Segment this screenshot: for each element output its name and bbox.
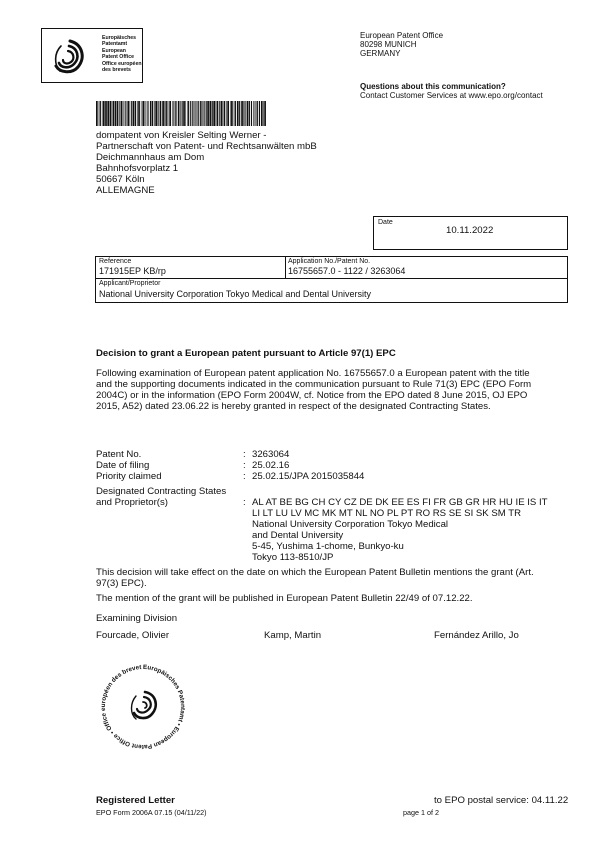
barcode-bar <box>119 101 120 126</box>
division-member: Fernández Arillo, Jo <box>434 630 519 641</box>
barcode-bar <box>253 101 254 126</box>
barcode-bar <box>160 101 162 126</box>
barcode-bar <box>99 101 100 126</box>
barcode-bar <box>103 101 105 126</box>
epo-seal <box>88 659 198 757</box>
seal-logo-icon <box>132 692 156 719</box>
questions-block <box>360 82 543 100</box>
recipient-line: Partnerschaft von Patent- und Rechtsanwälten mbB <box>96 141 317 152</box>
barcode-bar <box>227 101 229 126</box>
priority-label: Priority claimed <box>96 471 162 482</box>
logo-line: Patent Office <box>102 54 134 60</box>
form-number: EPO Form 2006A 07.15 (04/11/22) <box>96 808 207 817</box>
barcode-bar <box>138 101 140 126</box>
barcode-bar <box>182 101 183 126</box>
barcode-bar <box>147 101 148 126</box>
barcode-bar <box>150 101 151 126</box>
barcode-bar <box>195 101 196 126</box>
applicant-label: Applicant/Proprietor <box>99 280 161 287</box>
patent-no-label: Patent No. <box>96 449 142 460</box>
colon: : <box>243 460 246 471</box>
barcode-bar <box>201 101 202 126</box>
barcode-bar <box>259 101 260 126</box>
epo-logo <box>41 28 143 83</box>
division-member: Fourcade, Olivier <box>96 630 170 641</box>
barcode-bar <box>264 101 266 126</box>
barcode-bar <box>206 101 207 126</box>
barcode-bar <box>135 101 136 126</box>
barcode-bar <box>168 101 169 126</box>
logo-line: Europäisches <box>102 35 137 41</box>
questions-contact[interactable]: Contact Customer Services at www.epo.org/contact <box>360 91 543 100</box>
barcode-bar <box>137 101 138 126</box>
recipient-line: Deichmannhaus am Dom <box>96 152 205 163</box>
barcode-bar <box>142 101 144 126</box>
barcode-bar <box>105 101 107 126</box>
date-box <box>373 216 568 250</box>
barcode-bar <box>141 101 142 126</box>
barcode-bar <box>183 101 185 126</box>
barcode-bar <box>263 101 264 126</box>
effect-line: This decision will take effect on the date on which the European Patent Bulletin mentions the grant (Art. <box>96 567 534 578</box>
barcode-bar <box>131 101 132 126</box>
barcode-bar <box>107 101 109 126</box>
barcode-bar <box>190 101 191 126</box>
paragraph-line: Following examination of European patent application No. 16755657.0 a European patent with the title <box>96 368 530 379</box>
epo-logo-icon <box>48 35 90 77</box>
barcode-bar <box>113 101 114 126</box>
barcode-bar <box>125 101 126 126</box>
barcode-bar <box>115 101 117 126</box>
barcode-bar <box>213 101 215 126</box>
paragraph-line: 2004C) or in the information (EPO Form 2004W, cf. Notice from the EPO dated 8 June 2015, OJ EPO <box>96 390 528 401</box>
reference-label: Reference <box>99 258 132 265</box>
designated-label-line: Designated Contracting States <box>96 486 227 497</box>
barcode-bar <box>237 101 239 126</box>
recipient-line: ALLEMAGNE <box>96 185 155 196</box>
barcode-bar <box>173 101 174 126</box>
barcode-bar <box>152 101 154 126</box>
barcode-bar <box>200 101 201 126</box>
barcode-bar <box>224 101 226 126</box>
barcode-bar <box>204 101 205 126</box>
barcode-bar <box>112 101 113 126</box>
paragraph-line: 2015, A52) dated 23.06.22 is hereby granted in respect of the designated Contracting States. <box>96 401 491 412</box>
office-address <box>360 31 443 58</box>
division-member: Kamp, Martin <box>264 630 322 641</box>
barcode-bar <box>100 101 101 126</box>
barcode-bar <box>164 101 165 126</box>
barcode-bar <box>146 101 147 126</box>
decision-paragraph <box>96 368 568 412</box>
colon: : <box>243 449 246 460</box>
seal-ring-text: Europäisches Patentamt • European Patent Office • Office européen des brevet <box>99 663 186 751</box>
effect-line: 97(3) EPC). <box>96 578 147 589</box>
barcode-bar <box>158 101 159 126</box>
barcode-bar <box>261 101 263 126</box>
barcode-bar <box>154 101 155 126</box>
postal-service: to EPO postal service: 04.11.22 <box>434 795 569 806</box>
barcode-bar <box>255 101 256 126</box>
designated-line: and Dental University <box>252 530 344 541</box>
barcode-bar <box>197 101 198 126</box>
barcode-bar <box>185 101 186 126</box>
barcode-bar <box>175 101 176 126</box>
barcode-bar <box>155 101 157 126</box>
box-divider <box>96 278 567 279</box>
designated-values <box>252 497 572 563</box>
barcode-bar <box>217 101 219 126</box>
barcode-bar <box>231 101 233 126</box>
division-title: Examining Division <box>96 613 178 624</box>
designated-line: Tokyo 113-8510/JP <box>252 552 334 563</box>
barcode-bar <box>176 101 177 126</box>
barcode-bar <box>226 101 227 126</box>
barcode-bar <box>172 101 173 126</box>
barcode-bar <box>221 101 223 126</box>
barcode-bar <box>209 101 211 126</box>
registered-letter: Registered Letter <box>96 795 175 806</box>
designated-line: LI LT LU LV MC MK MT NL NO PL PT RO RS SE SI SK SM TR <box>252 508 522 519</box>
barcode-bar <box>241 101 243 126</box>
barcode-bar <box>249 101 250 126</box>
barcode-bar <box>243 101 244 126</box>
designated-label <box>96 486 226 508</box>
date-value: 10.11.2022 <box>446 225 494 236</box>
barcode-bar <box>230 101 231 126</box>
barcode-bar <box>239 101 240 126</box>
priority-value: 25.02.15/JPA 2015035844 <box>252 471 365 482</box>
barcode-bar <box>245 101 246 126</box>
barcode-bar <box>148 101 149 126</box>
application-label: Application No./Patent No. <box>288 258 371 265</box>
barcode-bar <box>216 101 217 126</box>
barcode-bar <box>130 101 131 126</box>
barcode-bar <box>169 101 171 126</box>
recipient-line: 50667 Köln <box>96 174 145 185</box>
barcode-bar <box>133 101 135 126</box>
colon: : <box>243 497 246 508</box>
barcode-bar <box>178 101 180 126</box>
logo-text <box>102 35 142 73</box>
barcode-bar <box>145 101 146 126</box>
filing-value: 25.02.16 <box>252 460 290 471</box>
barcode-bar <box>127 101 129 126</box>
barcode-bar <box>121 101 122 126</box>
barcode-bar <box>251 101 252 126</box>
patent-no-value: 3263064 <box>252 449 290 460</box>
recipient-address <box>96 130 376 196</box>
applicant-value: National University Corporation Tokyo Medical and Dental University <box>99 289 371 299</box>
barcode-bar <box>188 101 189 126</box>
barcode-bar <box>219 101 220 126</box>
decision-title: Decision to grant a European patent pursuant to Article 97(1) EPC <box>96 348 396 359</box>
effect-paragraph <box>96 567 576 589</box>
date-label: Date <box>378 219 393 226</box>
barcode-bar <box>102 101 103 126</box>
designated-line: National University Corporation Tokyo Medical <box>252 519 449 530</box>
barcode-bar <box>194 101 195 126</box>
reference-value: 171915EP KB/rp <box>99 266 166 276</box>
barcode-bar <box>192 101 193 126</box>
barcode-bar <box>257 101 258 126</box>
application-value: 16755657.0 - 1122 / 3263064 <box>288 266 406 276</box>
barcode-bar <box>207 101 209 126</box>
barcode-bar <box>96 101 98 126</box>
recipient-line: Bahnhofsvorplatz 1 <box>96 163 179 174</box>
barcode-bar <box>123 101 124 126</box>
barcode-bar <box>235 101 236 126</box>
filing-label: Date of filing <box>96 460 150 471</box>
logo-line: Office européen <box>102 61 142 67</box>
barcode-bar <box>234 101 235 126</box>
barcode <box>96 101 268 126</box>
barcode-bar <box>180 101 181 126</box>
barcode-bar <box>198 101 199 126</box>
colon: : <box>243 471 246 482</box>
barcode-bar <box>117 101 119 126</box>
barcode-bar <box>256 101 257 126</box>
office-name: European Patent Office <box>360 31 444 40</box>
questions-title: Questions about this communication? <box>360 82 506 91</box>
office-country: GERMANY <box>360 49 401 58</box>
designated-line: 5-45, Yushima 1-chome, Bunkyo-ku <box>252 541 404 552</box>
mention-text: The mention of the grant will be published in European Patent Bulletin 22/49 of 07.12.22. <box>96 593 473 604</box>
office-city: 80298 MUNICH <box>360 40 417 49</box>
barcode-bar <box>110 101 112 126</box>
barcode-bar <box>166 101 167 126</box>
barcode-bar <box>124 101 125 126</box>
designated-label-line: and Proprietor(s) <box>96 497 168 508</box>
barcode-bar <box>247 101 249 126</box>
page-number: page 1 of 2 <box>403 808 439 817</box>
recipient-line: dompatent von Kreisler Selting Werner - <box>96 130 267 141</box>
logo-line: Patentamt <box>102 41 128 47</box>
barcode-bar <box>212 101 213 126</box>
barcode-bar <box>187 101 188 126</box>
logo-line: European <box>102 48 126 54</box>
designated-line: AL AT BE BG CH CY CZ DE DK EE ES FI FR GB GR HR HU IE IS IT <box>252 497 548 508</box>
paragraph-line: and the supporting documents indicated in the communication pursuant to Rule 71(3) EPC (EPO Form <box>96 379 532 390</box>
reference-box <box>95 256 568 303</box>
logo-line: des brevets <box>102 67 131 73</box>
box-divider <box>285 257 286 278</box>
barcode-bar <box>162 101 164 126</box>
